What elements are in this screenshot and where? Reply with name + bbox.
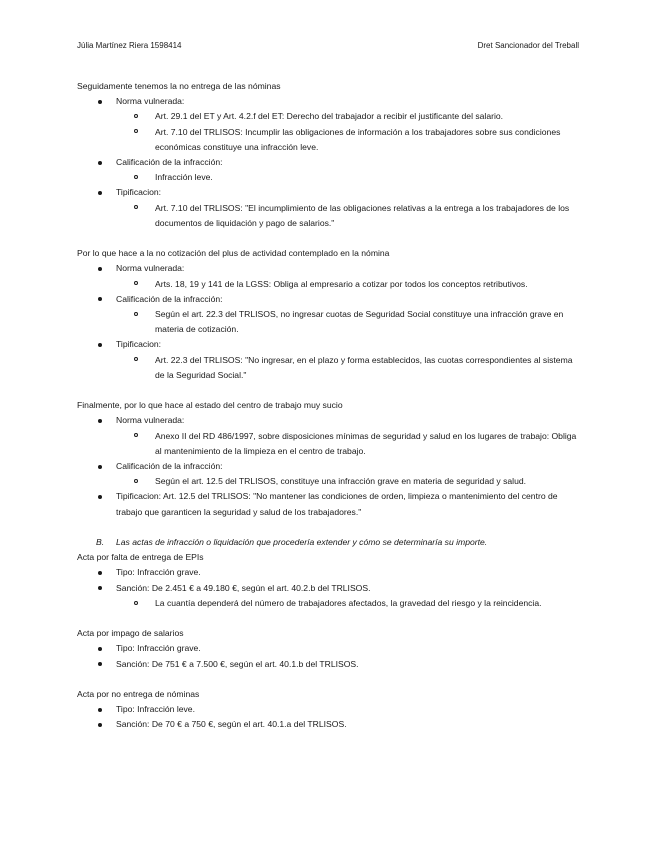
list-item: Tipo: Infracción grave. bbox=[77, 641, 583, 656]
list-item: Norma vulnerada: bbox=[77, 261, 583, 276]
acta-block bbox=[77, 550, 583, 611]
list-item: Tipificacion: bbox=[77, 337, 583, 352]
list-item: Sanción: De 2.451 € a 49.180 €, según el art. 40.2.b del TRLISOS. bbox=[77, 581, 583, 596]
list-item: Calificación de la infracción: bbox=[77, 292, 583, 307]
section-list bbox=[77, 94, 583, 231]
sub-list-item: Según el art. 22.3 del TRLISOS, no ingresar cuotas de Seguridad Social constituye una infracción grave en materia de cotización. bbox=[77, 307, 583, 337]
list-item: Calificación de la infracción: bbox=[77, 155, 583, 170]
section-heading: Finalmente, por lo que hace al estado del centro de trabajo muy sucio bbox=[77, 400, 343, 411]
sub-list-item: Arts. 18, 19 y 141 de la LGSS: Obliga al empresario a cotizar por todos los conceptos retributivos. bbox=[77, 277, 583, 292]
list-item: Norma vulnerada: bbox=[77, 413, 583, 428]
sub-list-item: Art. 29.1 del ET y Art. 4.2.f del ET: Derecho del trabajador a recibir el justificante del salario. bbox=[77, 109, 583, 124]
spacer bbox=[77, 611, 583, 626]
spacer bbox=[77, 231, 583, 246]
spacer bbox=[77, 383, 583, 398]
sub-list-item: Anexo II del RD 486/1997, sobre disposiciones mínimas de seguridad y salud en los lugares de trabajo: Obliga al mantenimiento de la limpieza en el centro de trabajo. bbox=[77, 429, 583, 459]
section-b-title: Las actas de infracción o liquidación que procedería extender y cómo se determinaría su importe. bbox=[116, 537, 488, 548]
acta-heading: Acta por impago de salarios bbox=[77, 628, 184, 639]
list-item: Calificación de la infracción: bbox=[77, 459, 583, 474]
actas bbox=[77, 550, 583, 732]
list-item: Sanción: De 751 € a 7.500 €, según el art. 40.1.b del TRLISOS. bbox=[77, 657, 583, 672]
acta-heading: Acta por no entrega de nóminas bbox=[77, 689, 200, 700]
list-item: Tipo: Infracción grave. bbox=[77, 565, 583, 580]
sub-list-item: Art. 7.10 del TRLISOS: Incumplir las obligaciones de información a los trabajadores sobre sus condiciones económicas constituye una infracción leve. bbox=[77, 125, 583, 155]
acta-block bbox=[77, 672, 583, 733]
sub-list-item: Infracción leve. bbox=[77, 170, 583, 185]
section-heading: Por lo que hace a la no cotización del plus de actividad contemplado en la nómina bbox=[77, 248, 390, 259]
section-list bbox=[77, 413, 583, 519]
acta-list bbox=[77, 565, 583, 611]
section-block bbox=[77, 231, 583, 383]
header-author: Júlia Martínez Riera 1598414 bbox=[77, 41, 182, 50]
acta-list bbox=[77, 702, 583, 732]
sub-list-item: Según el art. 12.5 del TRLISOS, constituye una infracción grave en materia de seguridad y salud. bbox=[77, 474, 583, 489]
list-item: Tipificacion: bbox=[77, 185, 583, 200]
sub-list-item: Art. 22.3 del TRLISOS: "No ingresar, en el plazo y forma establecidos, las cuotas correspondientes al sistema de la Seguridad Social." bbox=[77, 353, 583, 383]
section-heading: Seguidamente tenemos la no entrega de las nóminas bbox=[77, 81, 281, 91]
section-b-heading bbox=[77, 535, 583, 550]
sub-list-item: La cuantía dependerá del número de trabajadores afectados, la gravedad del riesgo y la reincidencia. bbox=[77, 596, 583, 611]
section-list bbox=[77, 261, 583, 383]
acta-heading: Acta por falta de entrega de EPIs bbox=[77, 552, 204, 563]
section-block bbox=[77, 79, 583, 231]
section-b-letter: B. bbox=[96, 537, 105, 548]
page-header bbox=[77, 41, 579, 51]
acta-list bbox=[77, 641, 583, 671]
sub-list-item: Art. 7.10 del TRLISOS: "El incumplimiento de las obligaciones relativas a la entrega a los trabajadores de los documentos de liquidación y pago de salarios." bbox=[77, 201, 583, 231]
list-item: Sanción: De 70 € a 750 €, según el art. 40.1.a del TRLISOS. bbox=[77, 717, 583, 732]
header-course: Dret Sancionador del Treball bbox=[477, 41, 579, 50]
section-block bbox=[77, 383, 583, 520]
list-item: Tipificacion: Art. 12.5 del TRLISOS: "No mantener las condiciones de orden, limpieza o mantenimiento del centro de trabajo que garanticen la seguridad y salud de los trabajadores." bbox=[77, 489, 583, 519]
acta-block bbox=[77, 611, 583, 672]
list-item: Norma vulnerada: bbox=[77, 94, 583, 109]
spacer bbox=[77, 672, 583, 687]
sections bbox=[77, 79, 583, 535]
list-item: Tipo: Infracción leve. bbox=[77, 702, 583, 717]
document-body bbox=[77, 79, 583, 733]
spacer bbox=[77, 520, 583, 535]
